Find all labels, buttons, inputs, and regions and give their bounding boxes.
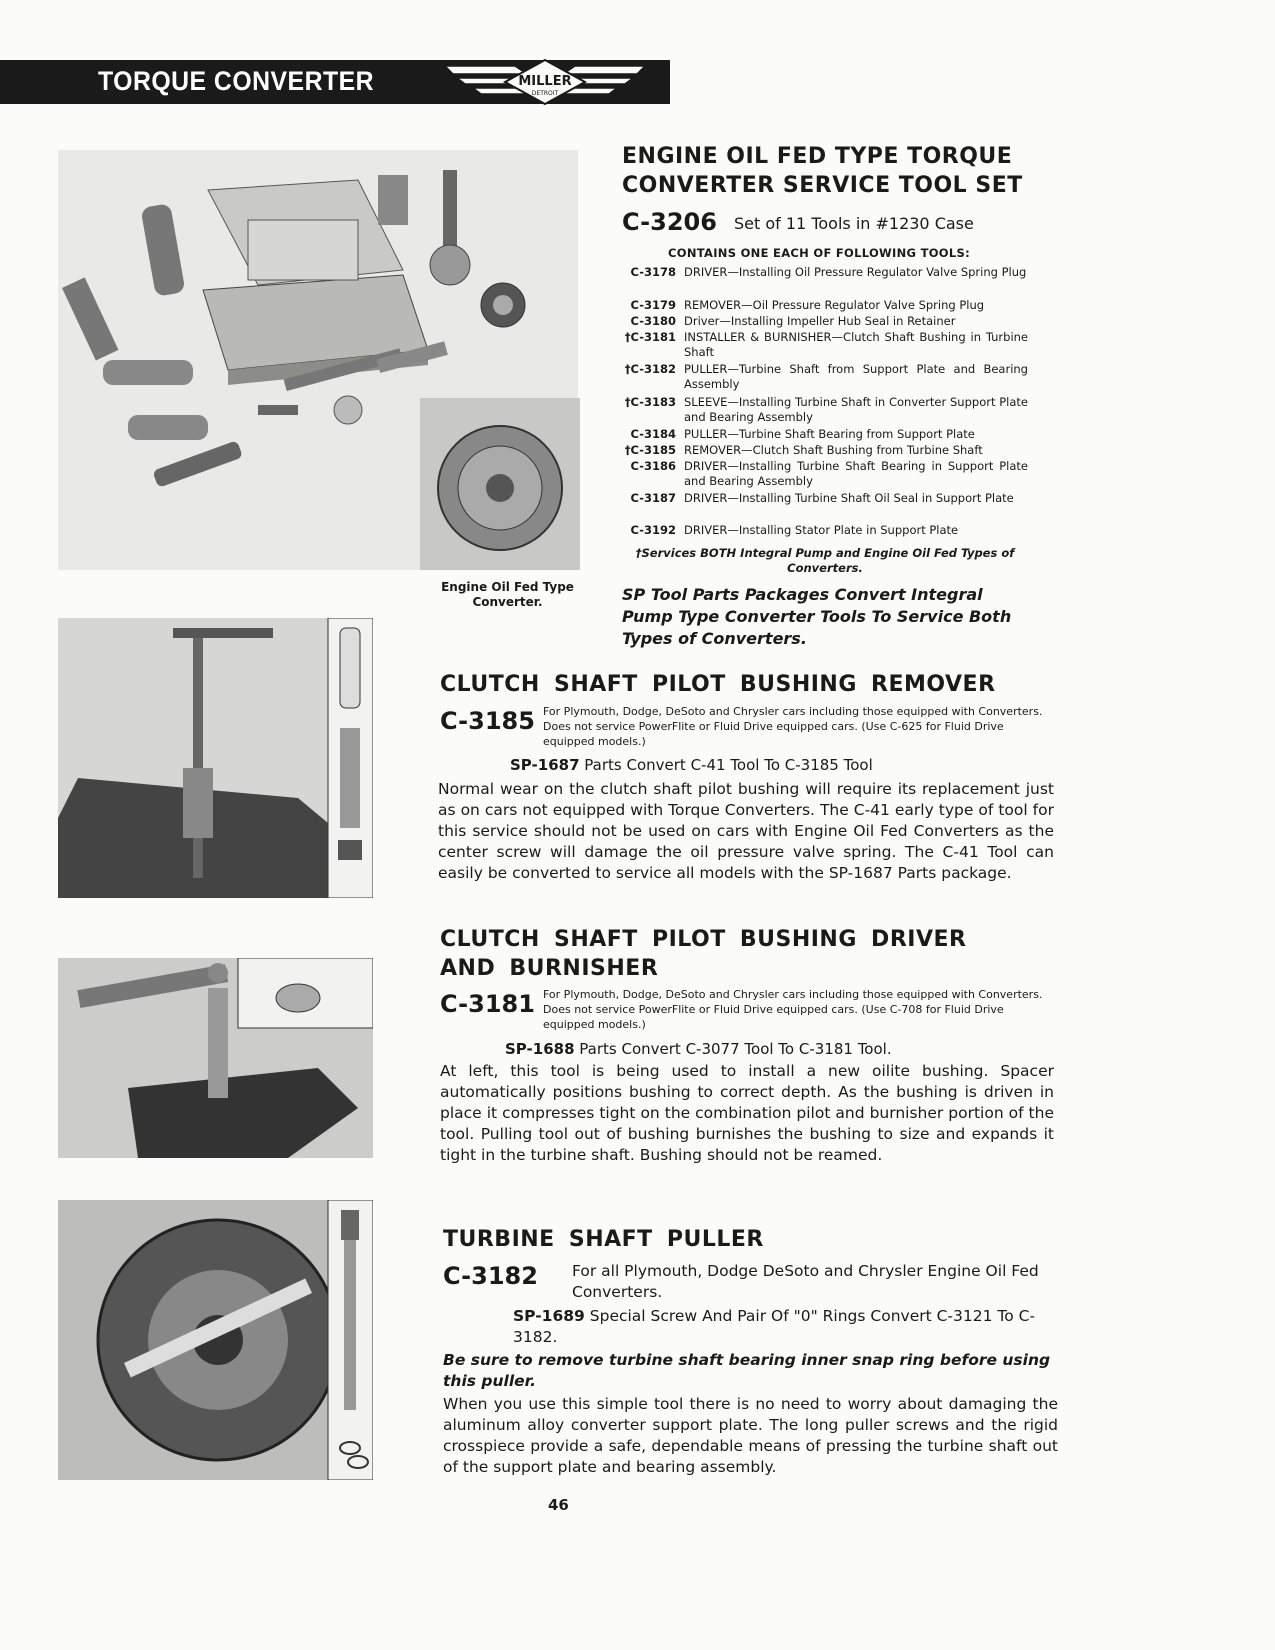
section2-body: Normal wear on the clutch shaft pilot bushing will require its replacement just as on cars not equipped with Torque Converters. The C-41 early type of tool for this service should not be used on cars with Engine Oil Fed Converters as the center screw will damage the oil pressure valve spring. The C-41 Tool can easily be converted to service all models with the SP-1687 Parts package. [438,780,1054,882]
tool-desc: DRIVER—Installing Turbine Shaft Oil Seal in Support Plate [684,491,1014,505]
section3-body: At left, this tool is being used to install a new oilite bushing. Spacer automatically positions bushing to correct depth. As the bushing is driven in place it compresses tight on the combination pilot and burnisher portion of the tool. Pulling tool out of bushing burnishes the bushing to size and expands it tight in the turbine shaft. Bushing should not be reamed. [440,1062,1054,1164]
tool-desc: DRIVER—Installing Stator Plate in Support Plate [684,523,959,537]
logo-subtext: DETROIT [531,90,559,97]
driver-burnisher-photo [58,958,373,1158]
turbine-puller-photo [58,1200,373,1480]
section1-title-line1: ENGINE OIL FED TYPE TORQUE [622,144,1013,169]
sp-code: SP-1689 [513,1307,585,1325]
section4-code: C-3182 [443,1262,538,1290]
tool-code: C-3179 [630,298,676,312]
section2-title: CLUTCH SHAFT PILOT BUSHING REMOVER [440,672,996,697]
tool-code: C-3184 [630,427,676,441]
tool-code: C-3186 [630,459,676,473]
section3-sp-line [505,1040,892,1058]
tool-code: C-3192 [630,523,676,537]
tool-desc: SLEEVE—Installing Turbine Shaft in Converter Support Plate and Bearing Assembly [684,395,1028,424]
section3-title-line2: AND BURNISHER [440,956,659,981]
tool-code: C-3180 [630,314,676,328]
tool-desc: INSTALLER & BURNISHER—Clutch Shaft Bushing in Turbine Shaft [684,330,1028,359]
tool-code: C-3187 [630,491,676,505]
photo-caption: Engine Oil Fed Type Converter. [441,580,574,609]
section4-title: TURBINE SHAFT PULLER [443,1227,764,1252]
tool-code: †C-3181 [624,330,676,344]
converter-photo [420,398,580,570]
services-note: †Services BOTH Integral Pump and Engine Oil Fed Types of Converters. [635,546,1015,575]
section4-sp-line [513,1306,1058,1348]
page-number: 46 [548,1496,569,1514]
tool-desc: DRIVER—Installing Turbine Shaft Bearing in Support Plate and Bearing Assembly [684,459,1028,488]
section4-body: When you use this simple tool there is no need to worry about damaging the aluminum alloy converter support plate. The long puller screws and the rigid crosspiece provide a safe, dependable means of pressing the turbine shaft out of the support plate and bearing assembly. [443,1395,1058,1476]
miller-logo [445,54,645,110]
section3-code: C-3181 [440,990,535,1018]
logo-text: MILLER [518,74,572,89]
section1-title-line2: CONVERTER SERVICE TOOL SET [622,173,1023,198]
section3-desc: For Plymouth, Dodge, DeSoto and Chrysler cars including those equipped with Converters. Does not service PowerFlite or Fluid Drive equipped cars. (Use C-708 for Fluid Drive equipped models.) [543,988,1043,1031]
section4-desc: For all Plymouth, Dodge DeSoto and Chrysler Engine Oil Fed Converters. [572,1262,1039,1301]
tool-desc: REMOVER—Clutch Shaft Bushing from Turbine Shaft [684,443,983,457]
sp-text: Special Screw And Pair Of "0" Rings Convert C-3121 To C-3182. [513,1307,1036,1346]
section1-set-text: Set of 11 Tools in #1230 Case [734,214,974,233]
section4-warning: Be sure to remove turbine shaft bearing inner snap ring before using this puller. [443,1351,1051,1390]
sp-code: SP-1688 [505,1040,575,1058]
section2-desc: For Plymouth, Dodge, DeSoto and Chrysler cars including those equipped with Converters. Does not service PowerFlite or Fluid Drive equipped cars. (Use C-625 for Fluid Drive equipped models.) [543,705,1043,748]
section2-sp-line [510,756,873,774]
tool-desc: REMOVER—Oil Pressure Regulator Valve Spring Plug [684,298,985,312]
tool-desc: DRIVER—Installing Oil Pressure Regulator Valve Spring Plug [684,265,1027,279]
page-header-title: TORQUE CONVERTER [98,66,375,96]
section3-title-line1: CLUTCH SHAFT PILOT BUSHING DRIVER [440,927,967,952]
tool-code: †C-3183 [624,395,676,409]
sp-code: SP-1687 [510,756,580,774]
tool-desc: PULLER—Turbine Shaft Bearing from Support Plate [684,427,975,441]
section1-code: C-3206 [622,208,717,236]
remover-tool-photo [58,618,373,898]
sp-text: Parts Convert C-3077 Tool To C-3181 Tool. [579,1040,892,1058]
sp-packages-note: SP Tool Parts Packages Convert Integral Pump Type Converter Tools To Service Both Types of Converters. [622,585,1012,648]
tool-code: C-3178 [630,265,676,279]
section2-code: C-3185 [440,707,535,735]
contains-heading: CONTAINS ONE EACH OF FOLLOWING TOOLS: [668,246,970,260]
tool-desc: PULLER—Turbine Shaft from Support Plate and Bearing Assembly [684,362,1028,391]
tool-code: †C-3185 [624,443,676,457]
sp-text: Parts Convert C-41 Tool To C-3185 Tool [584,756,873,774]
tool-code: †C-3182 [624,362,676,376]
tool-desc: Driver—Installing Impeller Hub Seal in Retainer [684,314,956,328]
